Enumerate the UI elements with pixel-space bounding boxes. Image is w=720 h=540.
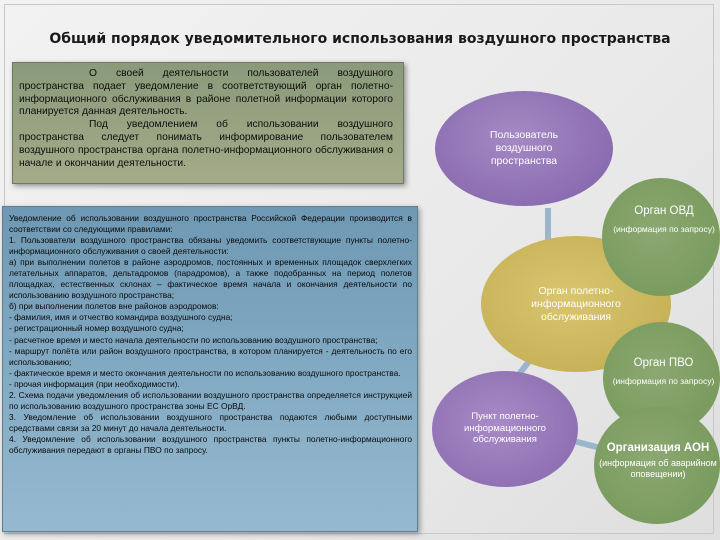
node-pvo-note: (информация по запросу) xyxy=(612,376,715,386)
node-ovd xyxy=(602,178,720,296)
page-title: Общий порядок уведомительного использования воздушного пространства xyxy=(49,31,671,47)
rules-line: - расчетное время и место начала деятельности по использованию воздушного пространства; xyxy=(9,334,378,345)
node-ovd-note: (информация по запросу) xyxy=(613,224,715,234)
node-aon xyxy=(594,406,720,524)
rules-line: б) при выполнении полетов вне районов аэродромов: xyxy=(9,301,219,312)
rules-line: 1. Пользователи воздушного пространства обязаны уведомить соответствующие пункты полетно-информационного обслуживания о своей деятельности: xyxy=(9,235,412,257)
rules-line: - регистрационный номер воздушного судна; xyxy=(9,323,184,334)
rules-line: 2. Схема подачи уведомления об использовании воздушного пространства определяется инструкцией по использованию воздушного пространства зоны ЕС ОрВД. xyxy=(9,389,412,411)
intro-paragraph-1: О своей деятельности пользователей воздушного пространства подает уведомление в соответствующий орган полетно-информационного обслуживания в районе полетной информации которого планируется данная деятельность. xyxy=(19,68,393,118)
node-aon-note: (информация об аварийном оповещении) xyxy=(599,458,717,479)
node-ovd-label: Орган ОВД xyxy=(634,205,694,217)
node-airspace-user-label: Пользователь воздушного пространства xyxy=(489,129,559,167)
node-flight-info-point xyxy=(432,371,578,487)
node-airspace-user xyxy=(435,91,613,206)
intro-paragraph-2: Под уведомлением об использовании воздушного пространства следует понимать информирование пользователем воздушного пространства органа полетно-информационного обслуживания о начале и окончании деятельности. xyxy=(19,119,393,169)
node-aon-label: Организация АОН xyxy=(606,442,710,454)
node-pvo-label: Орган ПВО xyxy=(633,357,694,369)
node-flight-info-point-label: Пункт полетно-информационного обслуживания xyxy=(464,411,546,445)
rules-line: Уведомление об использовании воздушного пространства Российской Федерации производится в соответствии со следующими правилами: xyxy=(9,213,412,235)
rules-line: - прочая информация (при необходимости). xyxy=(9,378,180,389)
rules-line: а) при выполнении полетов в районе аэродромов, постоянных и временных площадок сверхлегких летательных аппаратов, дельтадромов (парадромов), а также подобранных на период полетов площадках, естественных склонах – фактическое время начала и окончания деятельности по использованию воздушного пространства; xyxy=(9,257,412,301)
rules-line: - фамилия, имя и отчество командира воздушного судна; xyxy=(9,312,233,323)
rules-line: - маршрут полёта или район воздушного пространства, в котором планируется - деятельность по его использованию; xyxy=(9,345,412,367)
rules-line: 4. Уведомление об использовании воздушного пространства пункты полетно-информационного обслуживания передают в органы ПВО по запросу. xyxy=(9,433,412,455)
rules-line: - фактическое время и место окончания деятельности по использованию воздушного пространства. xyxy=(9,367,401,378)
rules-line: 3. Уведомление об использовании воздушного пространства подаются любыми доступными средствами связи за 20 минут до начала деятельности. xyxy=(9,411,412,433)
node-flight-info-service-label: Орган полетно-информационного обслуживания xyxy=(531,284,621,323)
